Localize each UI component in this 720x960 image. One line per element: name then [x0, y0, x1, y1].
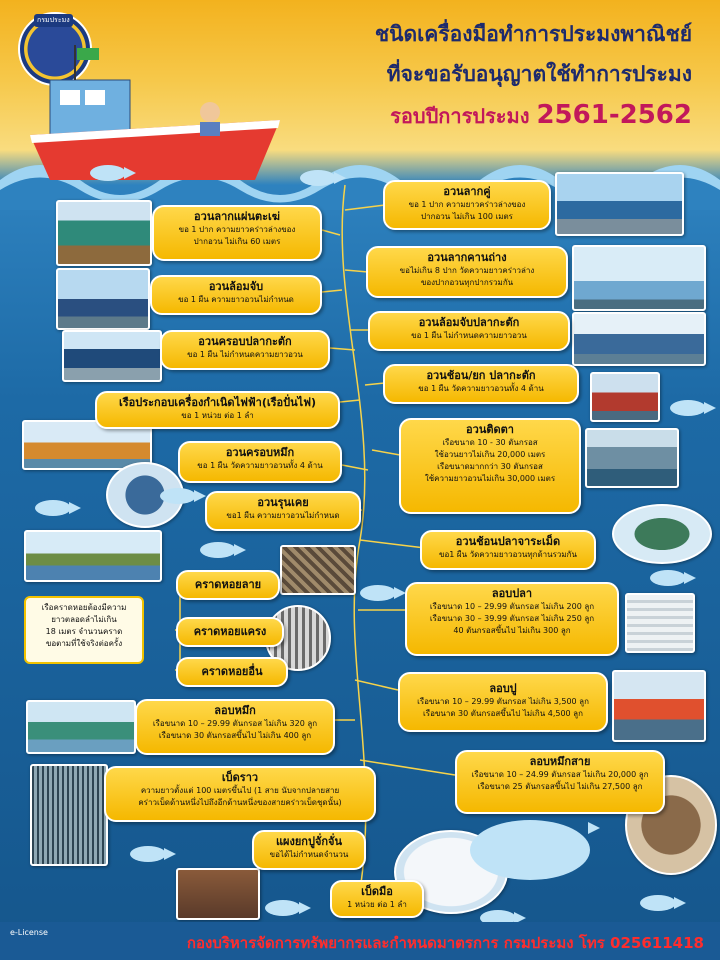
gear-name: อวนรุนเคย — [257, 496, 309, 509]
gear-detail: ใช้ความยาวอวนไม่เกิน 30,000 เมตร — [424, 474, 556, 483]
photo-crab-trap — [612, 670, 706, 742]
fish-decoration — [640, 895, 676, 911]
fish-decoration — [265, 900, 301, 916]
fish-decoration — [200, 542, 236, 558]
photo-anchovy-lift-net — [590, 372, 660, 422]
footer-contact: กองบริหารจัดการทรัพยากรและกำหนดมาตรการ กรมประมง โทร 025611418 — [186, 934, 704, 952]
gear-detail: ขอ1 ผืน ความยาวอวนไม่กำหนด — [226, 511, 340, 520]
gear-box-pair-trawl — [383, 180, 551, 230]
photo-gill-net — [585, 428, 679, 488]
gear-name: คราดหอยอื่น — [201, 665, 263, 678]
gear-box-other-shellfish-dredge — [176, 657, 288, 687]
gear-name: อวนครอบหมึก — [225, 446, 295, 459]
gear-name: ลอบหมึก — [214, 704, 256, 717]
gear-box-krill-push-net — [205, 491, 361, 531]
gear-detail: ขอ 1 ผืน ไม่กำหนดความยาวอวน — [187, 350, 303, 359]
title-line-2: ที่จะขอรับอนุญาตใช้ทำการประมง — [386, 62, 692, 86]
note-line: ขอตามที่ใช้จริงต่อครั้ง — [45, 639, 123, 648]
photo-anchovy-purse-seine — [572, 312, 706, 366]
gear-name: คราดหอยลาย — [194, 578, 262, 591]
gear-detail: ขอ 1 หน่วย ต่อ 1 ลำ — [181, 411, 254, 420]
gear-box-gill-net — [399, 418, 581, 514]
gear-name: เบ็ดมือ — [361, 885, 393, 898]
photo-crab-lift-net — [176, 868, 260, 920]
year-range: 2561-2562 — [536, 100, 692, 130]
gear-box-clam-dredge — [176, 570, 280, 600]
logo-text: กรมประมง — [34, 14, 73, 27]
gear-detail: เรือขนาด 10 – 29.99 ตันกรอส ไม่เกิน 3,500 ลูก — [417, 697, 589, 706]
elicense-logo: e-License — [10, 928, 48, 937]
fish-decoration — [90, 165, 126, 181]
gear-detail: เรือขนาด 10 – 24.99 ตันกรอส ไม่เกิน 20,000 ลูก — [471, 770, 649, 779]
photo-beam-trawler — [572, 245, 706, 311]
gear-box-purse-seine — [150, 275, 322, 315]
gear-detail: ปากอวน ไม่เกิน 100 เมตร — [421, 212, 513, 221]
fish-decoration — [300, 170, 336, 186]
dredge-note — [24, 596, 144, 664]
gear-detail: เรือขนาด 25 ตันกรอสขึ้นไป ไม่เกิน 27,500 ลูก — [477, 782, 643, 791]
gear-box-beam-trawl — [366, 246, 568, 298]
gear-name: เบ็ดราว — [221, 771, 259, 784]
fish-decoration — [360, 585, 396, 601]
title-line-1: ชนิดเครื่องมือทำการประมงพาณิชย์ — [374, 22, 692, 46]
gear-name: อวนล้อมจับปลากะตัก — [418, 316, 520, 329]
gear-detail: ใช้อวนยาวไม่เกิน 20,000 เมตร — [434, 450, 546, 459]
gear-name: อวนลากแผ่นตะเฆ่ — [194, 210, 280, 223]
gear-detail: เรือขนาด 30 ตันกรอสขึ้นไป ไม่เกิน 400 ลูก — [158, 731, 312, 740]
gear-box-squid-long-line-trap — [455, 750, 665, 814]
gear-detail: ขอ 1 ปาก ความยาวคร่าวล่างของ — [178, 225, 296, 234]
gear-name: ลอบหมึกสาย — [529, 755, 591, 768]
gear-box-hand-line — [330, 880, 424, 918]
gear-box-longline — [104, 766, 376, 822]
gear-name: อวนช้อนปลาจาระเม็ด — [455, 535, 561, 548]
subtitle-text: รอบปีการประมง — [390, 104, 530, 128]
note-line: เรือคราดหอยต้องมีความ — [41, 603, 127, 612]
gear-detail: เรือขนาด 10 - 30 ตันกรอส — [442, 438, 538, 447]
fish-decoration — [130, 846, 166, 862]
fish-decoration — [35, 500, 71, 516]
gear-name: คราดหอยแครง — [193, 625, 267, 638]
gear-detail: ความยาวตั้งแต่ 100 เมตรขึ้นไป (1 สาย นับจากปลายสาย — [140, 786, 340, 795]
gear-name: ลอบปลา — [491, 587, 533, 600]
gear-box-anchovy-lift-net — [383, 364, 579, 404]
gear-detail: เรือขนาดมากกว่า 30 ตันกรอส — [437, 462, 543, 471]
gear-detail: 1 หน่วย ต่อ 1 ลำ — [347, 900, 407, 909]
gear-box-otter-trawl — [152, 205, 322, 261]
fish-decoration — [670, 400, 706, 416]
photo-fish-trap — [625, 593, 695, 653]
gear-detail: เรือขนาด 30 ตันกรอสขึ้นไป ไม่เกิน 4,500 ลูก — [423, 709, 583, 718]
photo-clam-dredge — [280, 545, 356, 595]
photo-pair-trawler — [555, 172, 684, 236]
gear-detail: ขอ 1 ปาก ความยาวคร่าวล่างของ — [408, 200, 526, 209]
photo-squid-trap — [26, 700, 136, 754]
gear-name: อวนลากคู่ — [443, 185, 491, 198]
fish-decoration-large — [470, 820, 590, 880]
gear-box-crab-trap — [398, 672, 608, 732]
gear-box-cockle-dredge — [176, 617, 284, 647]
gear-box-pomfret-lift-net — [420, 530, 596, 570]
photo-purse-seine — [56, 268, 150, 330]
gear-detail: ขอได้ไม่กำหนดจำนวน — [269, 850, 349, 859]
gear-detail: เรือขนาด 30 – 39.99 ตันกรอส ไม่เกิน 250 ลูก — [429, 614, 595, 623]
photo-otter-trawler — [56, 200, 152, 266]
photo-krill-push-net — [24, 530, 162, 582]
gear-name: อวนติดตา — [466, 423, 514, 436]
gear-detail: ขอ 1 ผืน วัดความยาวอวนทั้ง 4 ด้าน — [418, 384, 544, 393]
note-line: 18 เมตร จำนวนคราด — [45, 627, 123, 636]
gear-name: ลอบปู — [489, 682, 517, 695]
gear-detail: ขอไม่เกิน 8 ปาก วัดความยาวคร่าวล่าง — [399, 266, 535, 275]
gear-detail: ปากอวน ไม่เกิน 60 เมตร — [193, 237, 281, 246]
fish-decoration — [160, 488, 196, 504]
photo-pomfret-lift-net — [612, 504, 712, 564]
gear-box-fish-trap — [405, 582, 619, 656]
gear-box-crab-lift-net — [252, 830, 366, 870]
gear-detail: 40 ตันกรอสขึ้นไป ไม่เกิน 300 ลูก — [453, 626, 571, 635]
gear-box-anchovy-falling-net — [160, 330, 330, 370]
fish-decoration — [650, 570, 686, 586]
gear-detail: ขอ 1 ผืน ความยาวอวนไม่กำหนด — [178, 295, 294, 304]
gear-box-light-boat — [95, 391, 340, 429]
gear-detail: ขอ1 ผืน วัดความยาวอวนทุกด้านรวมกัน — [439, 550, 577, 559]
gear-name: อวนลากคานถ่าง — [427, 251, 507, 264]
photo-anchovy-falling-net — [62, 330, 162, 382]
gear-name: อวนช้อน/ยก ปลากะตัก — [426, 369, 536, 382]
gear-detail: เรือขนาด 10 – 29.99 ตันกรอส ไม่เกิน 200 ลูก — [429, 602, 595, 611]
gear-box-squid-falling-net — [178, 441, 342, 483]
gear-box-anchovy-purse-seine — [368, 311, 570, 351]
gear-name: อวนล้อมจับ — [208, 280, 264, 293]
note-line: ยาวตลอดลำไม่เกิน — [51, 615, 117, 624]
gear-name: เรือประกอบเครื่องกำเนิดไฟฟ้า(เรือปั่นไฟ) — [118, 396, 317, 409]
gear-detail: ของปากอวนทุกปากรวมกัน — [420, 278, 514, 287]
gear-name: แผงยกปูจั่กจั่น — [275, 835, 343, 848]
gear-detail: เรือขนาด 10 – 29.99 ตันกรอส ไม่เกิน 320 ลูก — [152, 719, 318, 728]
gear-box-squid-trap — [135, 699, 335, 755]
photo-longline — [30, 764, 108, 866]
gear-detail: ขอ 1 ผืน ไม่กำหนดความยาวอวน — [411, 331, 527, 340]
gear-name: อวนครอบปลากะตัก — [198, 335, 292, 348]
gear-detail: ขอ 1 ผืน วัดความยาวอวนทั้ง 4 ด้าน — [197, 461, 323, 470]
gear-detail: คร่าวเบ็ดด้านหนึ่งไปถึงอีกด้านหนึ่งของสายคร่าวเบ็ดชุดนั้น) — [138, 798, 342, 807]
footer-bar — [0, 922, 720, 960]
